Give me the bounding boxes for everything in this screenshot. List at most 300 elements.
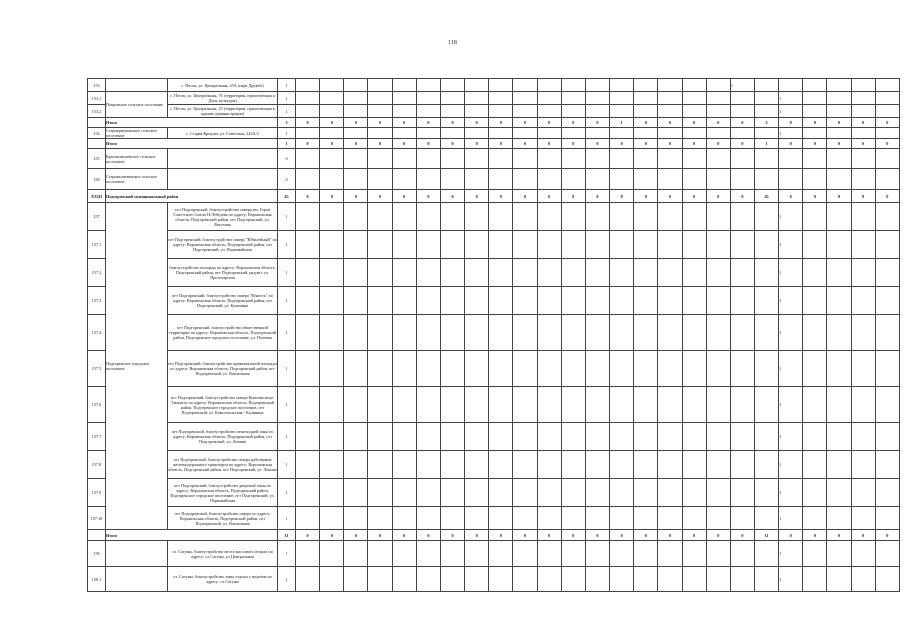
empty-cell [706,259,730,287]
empty-cell [368,149,392,169]
empty-cell [465,387,489,423]
summary-value: 0 [851,118,875,128]
summary-value: 0 [803,190,827,203]
empty-cell [320,315,344,351]
empty-cell [585,423,609,451]
empty-cell [585,79,609,92]
object-address: пгт Подгоренский, благоустройство сквера Комсомольца-Танкиста по адресу: Воронежская область, Подгоренский район, Подгоренское городское поселение, пгт Подгоренский, ул. Комсомольская - Калинина [168,387,278,423]
empty-cell [610,387,634,423]
row-total: 1 [278,541,296,567]
object-address: сл. Сагуны, благоустройство зоны отдыха у водоёма по адресу: сл.Сагуны [168,567,278,592]
empty-cell [610,541,634,567]
empty-cell [513,423,537,451]
empty-cell [320,387,344,423]
empty-cell [344,128,368,139]
empty-cell [368,79,392,92]
count-cell: 1 [730,79,754,92]
settlement-name: Подгоренское городское поселение [106,203,168,530]
row-total: 1 [278,387,296,423]
summary-label: Итого [106,530,278,541]
empty-cell [875,507,899,530]
empty-cell [658,79,682,92]
empty-cell [465,287,489,315]
row-total: 1 [278,128,296,139]
settlement-name: Старокалитвенское сельское поселение [106,169,168,190]
empty-cell [537,169,561,190]
empty-cell [585,315,609,351]
empty-cell [296,92,320,105]
empty-cell [585,351,609,387]
summary-value: 0 [827,530,851,541]
empty-cell [730,231,754,259]
empty-cell [537,541,561,567]
summary-value: 0 [513,139,537,149]
empty-cell [561,387,585,423]
empty-cell [489,479,513,507]
empty-cell [392,149,416,169]
summary-value: 0 [827,139,851,149]
empty-cell [658,92,682,105]
empty-cell [851,387,875,423]
empty-cell [320,507,344,530]
summary-label: Итого [106,139,278,149]
empty-cell [320,169,344,190]
row-number: 153.2 [88,105,106,118]
table-row [88,169,900,190]
empty-cell [851,479,875,507]
empty-cell [440,231,464,259]
summary-row [88,530,900,541]
empty-cell [585,128,609,139]
empty-cell [296,351,320,387]
empty-cell [730,423,754,451]
empty-cell [875,387,899,423]
empty-cell [851,92,875,105]
empty-cell [658,507,682,530]
empty-cell [344,567,368,592]
object-address [168,149,278,169]
empty-cell [851,287,875,315]
empty-cell [875,203,899,231]
summary-value: 0 [537,190,561,203]
settlement-empty [106,567,168,592]
empty-cell [875,315,899,351]
empty-cell [875,259,899,287]
empty-cell [803,79,827,92]
empty-cell [754,451,778,479]
empty-cell [489,387,513,423]
empty-cell [706,79,730,92]
row-total: 1 [278,451,296,479]
empty-cell [513,507,537,530]
empty-cell [682,128,706,139]
empty-cell [730,169,754,190]
empty-cell [730,351,754,387]
empty-cell [754,105,778,118]
empty-cell [561,287,585,315]
empty-cell [465,451,489,479]
empty-cell [489,423,513,451]
empty-cell [851,423,875,451]
empty-cell [682,507,706,530]
empty-cell [803,351,827,387]
empty-cell [440,541,464,567]
summary-value: 0 [344,190,368,203]
empty-cell [296,451,320,479]
summary-value: 0 [585,530,609,541]
count-cell: 1 [779,92,803,105]
row-number: 155 [88,149,106,169]
empty-cell [296,203,320,231]
empty-cell [779,79,803,92]
summary-value: 0 [730,118,754,128]
row-number: 157.5 [88,351,106,387]
empty-cell [368,507,392,530]
empty-cell [513,541,537,567]
summary-value: 0 [803,118,827,128]
row-number: 158.1 [88,567,106,592]
empty-cell [561,315,585,351]
summary-value: 0 [416,118,440,128]
empty-cell [368,169,392,190]
empty-cell [440,567,464,592]
empty-cell [296,169,320,190]
empty-cell [706,451,730,479]
empty-cell [610,92,634,105]
table-row [88,231,900,259]
empty-cell [392,567,416,592]
empty-cell [416,479,440,507]
row-total: 1 [278,231,296,259]
empty-cell [489,351,513,387]
empty-cell [827,315,851,351]
row-total: 1 [278,315,296,351]
table-row [88,315,900,351]
row-total: 1 [278,507,296,530]
empty-cell [730,387,754,423]
empty-cell [851,105,875,118]
empty-cell [803,315,827,351]
empty-cell [730,92,754,105]
empty-cell [706,507,730,530]
empty-cell [585,105,609,118]
empty-cell [730,315,754,351]
row-total: 1 [278,567,296,592]
empty-cell [440,479,464,507]
empty-cell [296,387,320,423]
row-number: 157.3 [88,287,106,315]
empty-cell [392,287,416,315]
empty-cell [537,203,561,231]
summary-value: 0 [513,530,537,541]
empty-cell [392,231,416,259]
empty-cell [489,287,513,315]
table-row [88,128,900,139]
empty-cell [658,451,682,479]
empty-cell [610,351,634,387]
empty-cell [610,287,634,315]
page-number: 118 [448,40,457,46]
empty-cell [851,567,875,592]
table-row [88,92,900,105]
empty-cell [440,203,464,231]
empty-cell [827,128,851,139]
empty-cell [706,231,730,259]
settlement-empty [106,541,168,567]
empty-cell [706,105,730,118]
summary-row [88,118,900,128]
register-table [87,78,900,592]
empty-cell [368,128,392,139]
empty-cell [465,567,489,592]
empty-cell [320,351,344,387]
empty-cell [513,169,537,190]
empty-cell [706,567,730,592]
empty-cell [537,451,561,479]
empty-cell [489,92,513,105]
empty-cell [730,203,754,231]
settlement-name: Краснолипьевское сельское поселение [106,149,168,169]
empty-cell [754,507,778,530]
empty-cell [803,567,827,592]
empty-cell [754,169,778,190]
empty-cell [320,423,344,451]
empty-cell [296,149,320,169]
table-row [88,105,900,118]
empty-cell [851,128,875,139]
empty-cell [489,105,513,118]
empty-cell [610,128,634,139]
empty-cell [465,315,489,351]
empty-cell [779,149,803,169]
empty-cell [392,128,416,139]
summary-value: 0 [779,118,803,128]
empty-cell [875,451,899,479]
summary-value: 0 [320,139,344,149]
empty-cell [416,105,440,118]
empty-cell [754,149,778,169]
empty-cell [634,507,658,530]
empty-cell [827,287,851,315]
empty-cell [585,541,609,567]
count-cell: 1 [779,479,803,507]
empty-cell [440,387,464,423]
empty-cell [392,169,416,190]
row-number: XXIII [88,190,106,203]
summary-value: 0 [875,139,899,149]
summary-value: 0 [634,118,658,128]
empty-cell [634,287,658,315]
empty-cell [610,423,634,451]
empty-cell [706,315,730,351]
empty-cell [634,567,658,592]
empty-cell [561,567,585,592]
empty-cell [827,259,851,287]
table-row [88,351,900,387]
summary-value: 0 [658,118,682,128]
row-total: 0 [278,169,296,190]
summary-value: 0 [489,190,513,203]
row-number: 157.4 [88,315,106,351]
empty-cell [296,231,320,259]
empty-cell [344,479,368,507]
empty-cell [513,79,537,92]
empty-cell [489,451,513,479]
empty-cell [344,541,368,567]
summary-value: 0 [706,530,730,541]
object-address: с. Песок, ул. Центральная, 23 (территория, прилегающая к зданию администрации) [168,105,278,118]
empty-cell [875,351,899,387]
summary-value: 0 [344,139,368,149]
empty-cell [489,149,513,169]
summary-value: 0 [682,190,706,203]
summary-value: 0 [610,530,634,541]
empty-cell [513,351,537,387]
empty-cell [754,287,778,315]
empty-cell [368,351,392,387]
summary-value: 0 [658,139,682,149]
empty-cell [658,567,682,592]
summary-value: 0 [392,118,416,128]
summary-value: 0 [537,139,561,149]
summary-value: 0 [489,118,513,128]
empty-cell [368,387,392,423]
empty-cell [513,105,537,118]
empty-cell [368,479,392,507]
summary-value: 0 [827,118,851,128]
summary-value: 0 [634,530,658,541]
empty-cell [706,128,730,139]
empty-cell [489,315,513,351]
empty-cell [368,541,392,567]
empty-cell [296,79,320,92]
empty-cell [875,231,899,259]
summary-value: 0 [706,139,730,149]
empty-cell [585,479,609,507]
table-row [88,567,900,592]
empty-cell [803,479,827,507]
empty-cell [658,541,682,567]
count-cell: 1 [779,567,803,592]
empty-cell [658,169,682,190]
row-number: 154 [88,128,106,139]
summary-value: 0 [561,139,585,149]
count-cell: 1 [779,231,803,259]
empty-cell [537,149,561,169]
empty-cell [610,451,634,479]
table-row [88,541,900,567]
empty-cell [368,231,392,259]
object-address: пгт Подгоренский, благоустройство дворовой зоны по адресу: Воронежская область, Подгоренский район, Подгоренское городское поселение, пгт Подгоренский, ул. Первомайская [168,479,278,507]
summary-value: 0 [585,139,609,149]
empty-cell [730,567,754,592]
empty-cell [368,315,392,351]
row-number: 158 [88,541,106,567]
empty-cell [368,567,392,592]
table-row [88,287,900,315]
summary-value: 0 [561,530,585,541]
empty-cell [585,259,609,287]
summary-value: 0 [392,530,416,541]
summary-value: 1 [610,118,634,128]
count-cell: 1 [779,451,803,479]
empty-cell [537,79,561,92]
empty-cell [513,92,537,105]
empty-cell [706,423,730,451]
empty-cell [465,351,489,387]
empty-cell [320,92,344,105]
table-row [88,451,900,479]
empty-cell [658,203,682,231]
summary-value: 0 [827,190,851,203]
object-address: пгт Подгоренский, благоустройство сквера "Юбилейный" по адресу: Воронежская область, Подгоренский район, пгт Подгоренский, ул. Первомайская [168,231,278,259]
empty-cell [561,507,585,530]
empty-cell [803,128,827,139]
empty-cell [440,79,464,92]
empty-cell [344,287,368,315]
settlement-name: Покровское сельское поселение [106,92,168,118]
empty-cell [875,541,899,567]
summary-value: 0 [368,190,392,203]
empty-cell [827,92,851,105]
empty-cell [561,479,585,507]
empty-cell [537,567,561,592]
empty-cell [803,149,827,169]
summary-value: 0 [296,530,320,541]
summary-value: 0 [779,190,803,203]
summary-value: 0 [465,190,489,203]
empty-cell [489,541,513,567]
empty-cell [296,128,320,139]
empty-cell [320,541,344,567]
empty-cell [851,507,875,530]
row-total: 1 [278,79,296,92]
empty-cell [875,105,899,118]
summary-value: 0 [465,139,489,149]
empty-cell [706,479,730,507]
summary-value: 0 [851,190,875,203]
empty-cell [634,259,658,287]
empty-cell [851,315,875,351]
empty-cell [610,567,634,592]
empty-cell [513,231,537,259]
empty-cell [465,423,489,451]
row-number: 157.8 [88,451,106,479]
empty-cell [489,128,513,139]
empty-cell [320,105,344,118]
summary-value: 0 [296,190,320,203]
summary-label: Подгоренский муниципальный район [106,190,278,203]
empty-cell [392,479,416,507]
empty-cell [344,423,368,451]
empty-cell [827,169,851,190]
empty-cell [682,231,706,259]
empty-cell [754,567,778,592]
empty-cell [585,507,609,530]
summary-value: 0 [851,530,875,541]
row-total: 0 [278,149,296,169]
object-address [168,169,278,190]
empty-cell [368,203,392,231]
empty-cell [416,351,440,387]
summary-value: 0 [658,190,682,203]
summary-value: 45 [754,190,778,203]
empty-cell [320,231,344,259]
count-cell: 1 [779,507,803,530]
empty-cell [634,387,658,423]
empty-cell [875,79,899,92]
empty-cell [296,479,320,507]
